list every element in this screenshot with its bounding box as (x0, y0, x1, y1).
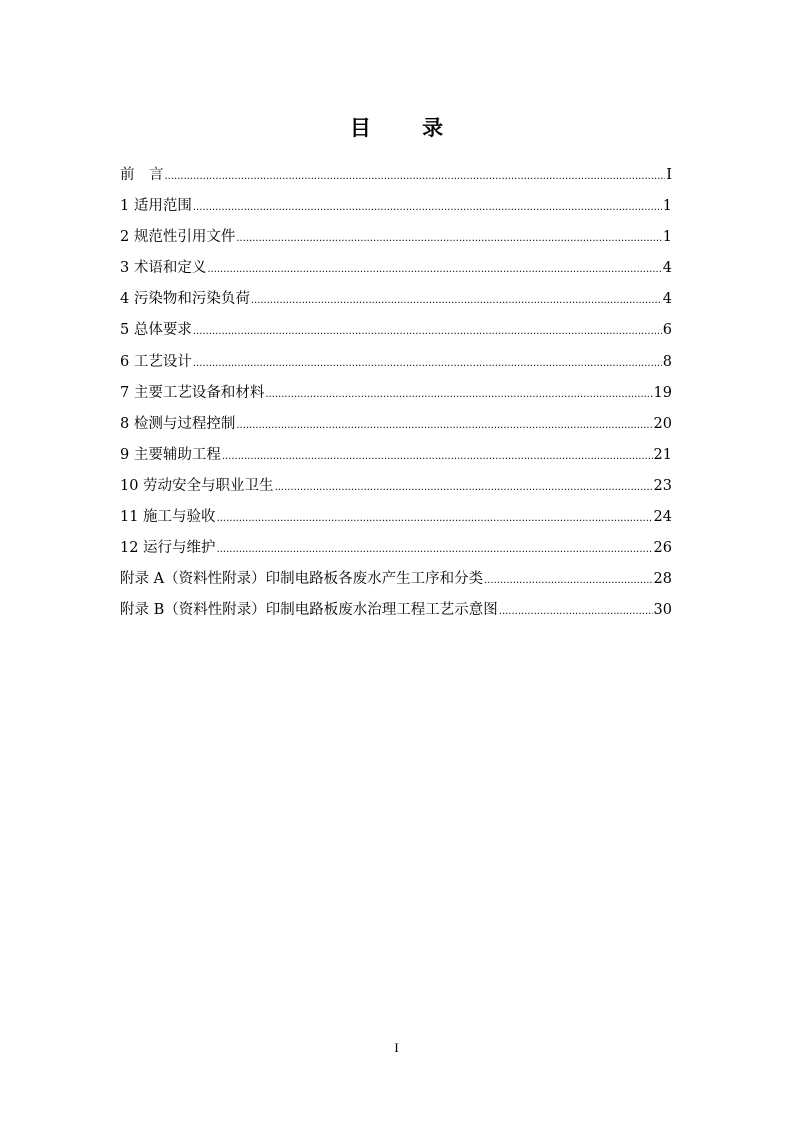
dot-leader (193, 195, 662, 221)
dot-leader (207, 257, 661, 283)
dot-leader (265, 382, 652, 408)
toc-entry-page: 21 (653, 446, 672, 463)
toc-entry-label: 2 规范性引用文件 (120, 229, 236, 246)
toc-entry-page: 4 (662, 260, 672, 277)
toc-entry-label: 12 运行与维护 (120, 540, 216, 557)
toc-entry-general-requirements[interactable] (120, 317, 672, 348)
toc-entry-label: 8 检测与过程控制 (120, 415, 236, 432)
dot-leader (236, 226, 661, 252)
toc-entry-appendix-a[interactable] (120, 566, 672, 597)
table-of-contents (120, 162, 672, 628)
toc-entry-label: 前 言 (120, 167, 164, 183)
dot-leader (499, 599, 653, 625)
dot-leader (193, 319, 662, 345)
toc-entry-auxiliary-works[interactable] (120, 442, 672, 473)
dot-leader (222, 444, 653, 470)
dot-leader (251, 288, 662, 314)
toc-entry-label: 附录 B（资料性附录）印制电路板废水治理工程工艺示意图 (120, 602, 498, 619)
page-number: I (394, 1040, 399, 1055)
toc-entry-foreword[interactable] (120, 162, 672, 193)
toc-entry-label: 11 施工与验收 (120, 509, 216, 526)
toc-entry-terms-definitions[interactable] (120, 255, 672, 286)
toc-entry-operation-maintenance[interactable] (120, 535, 672, 566)
toc-entry-appendix-b[interactable] (120, 597, 672, 628)
toc-entry-page: I (666, 167, 672, 183)
toc-entry-label: 7 主要工艺设备和材料 (120, 384, 265, 401)
toc-entry-label: 10 劳动安全与职业卫生 (120, 477, 274, 494)
toc-entry-page: 28 (653, 571, 672, 588)
toc-entry-label: 附录 A（资料性附录）印制电路板各废水产生工序和分类 (120, 571, 484, 588)
toc-entry-page: 26 (653, 540, 672, 557)
toc-entry-label: 9 主要辅助工程 (120, 446, 221, 463)
toc-entry-pollutants[interactable] (120, 286, 672, 317)
toc-entry-page: 6 (662, 322, 672, 339)
page-title: 目 录 (349, 115, 466, 140)
toc-entry-construction-acceptance[interactable] (120, 504, 672, 535)
toc-entry-page: 30 (653, 602, 672, 619)
dot-leader (484, 568, 652, 594)
toc-entry-page: 8 (662, 353, 672, 370)
dot-leader (217, 537, 653, 563)
dot-leader (165, 164, 666, 190)
toc-entry-page: 20 (653, 415, 672, 432)
toc-entry-label: 5 总体要求 (120, 322, 192, 339)
toc-entry-process-design[interactable] (120, 349, 672, 380)
toc-entry-page: 1 (662, 229, 672, 246)
toc-entry-label: 4 污染物和污染负荷 (120, 291, 250, 308)
toc-entry-label: 1 适用范围 (120, 198, 192, 215)
toc-entry-page: 24 (653, 509, 672, 526)
toc-entry-normative-references[interactable] (120, 224, 672, 255)
toc-entry-monitoring-control[interactable] (120, 411, 672, 442)
toc-entry-page: 4 (662, 291, 672, 308)
dot-leader (217, 506, 653, 532)
toc-entry-page: 1 (662, 198, 672, 215)
dot-leader (275, 475, 653, 501)
toc-entry-page: 19 (653, 384, 672, 401)
toc-entry-page: 23 (653, 477, 672, 494)
dot-leader (236, 413, 652, 439)
toc-entry-label: 3 术语和定义 (120, 260, 207, 277)
toc-entry-equipment-materials[interactable] (120, 380, 672, 411)
toc-entry-scope[interactable] (120, 193, 672, 224)
dot-leader (193, 351, 662, 377)
toc-entry-label: 6 工艺设计 (120, 353, 192, 370)
toc-entry-labor-safety[interactable] (120, 473, 672, 504)
